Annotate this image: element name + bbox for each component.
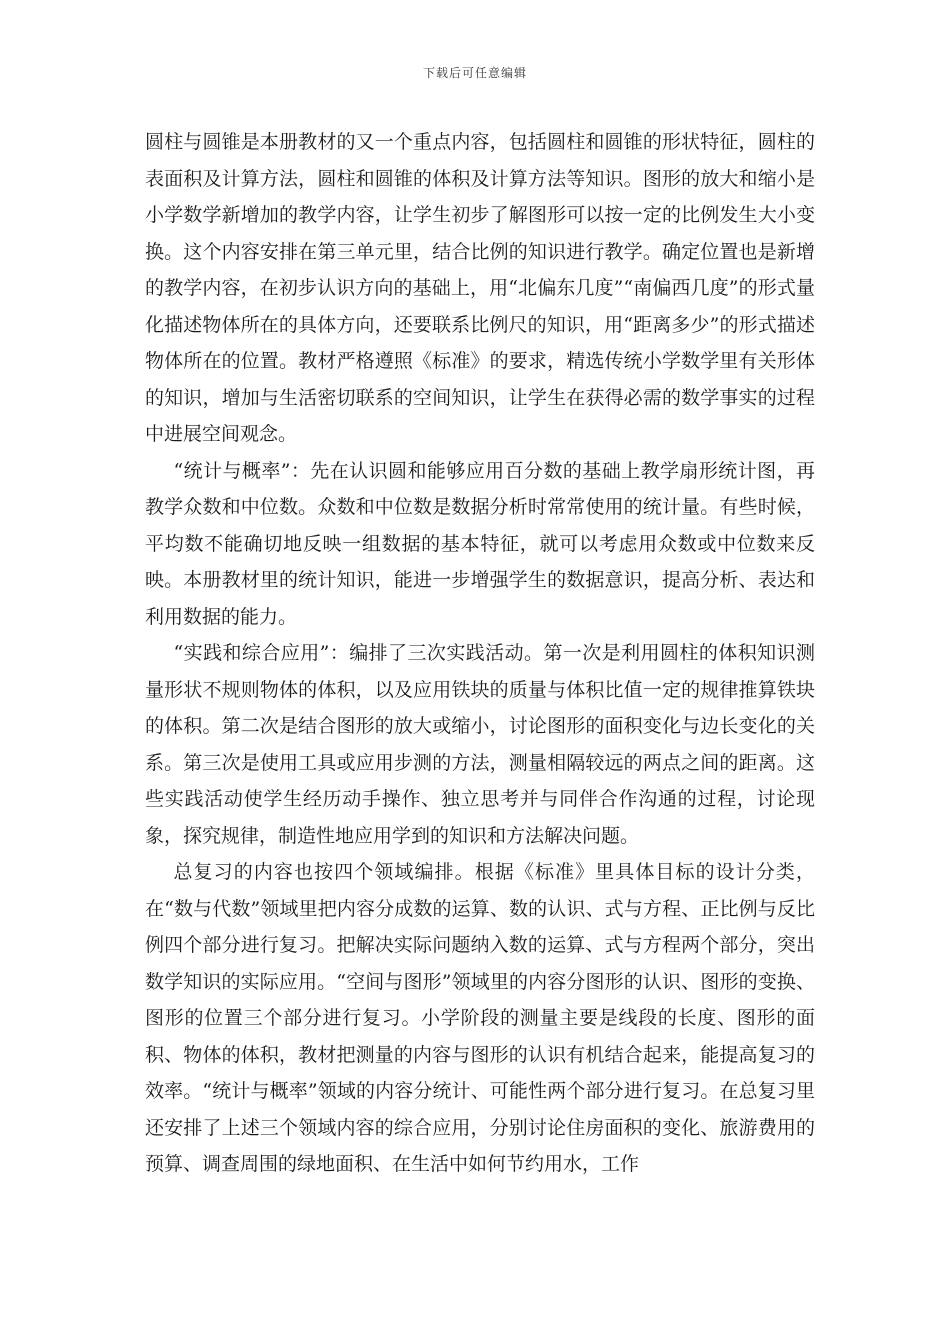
paragraph-practice: “实践和综合应用”：编排了三次实践活动。第一次是利用圆柱的体积知识测量形状不规则物体的体积，以及应用铁块的质量与体积比值一定的规律推算铁块的体积。第二次是结合图形的放大或缩小，讨论图形的面积变化与边长变化的关系。第三次是使用工具或应用步测的方法，测量相隔较远的两点之间的距离。这些实践活动使学生经历动手操作、独立思考并与同伴合作沟通的过程，讨论现象，探究规律，制造性地应用学到的知识和方法解决问题。 [145,642,815,847]
page-header: 下载后可任意编辑 [422,66,527,80]
document-body [145,124,815,1183]
paragraph-review: 总复习的内容也按四个领域编排。根据《标准》里具体目标的设计分类，在“数与代数”领域里把内容分成数的运算、数的认识、式与方程、正比例与反比例四个部分进行复习。把解决实际问题纳入数的运算、式与方程两个部分，突出数学知识的实际应用。“空间与图形”领域里的内容分图形的认识、图形的变换、图形的位置三个部分进行复习。小学阶段的测量主要是线段的长度、图形的面积、物体的体积，教材把测量的内容与图形的认识有机结合起来，能提高复习的效率。“统计与概率”领域的内容分统计、可能性两个部分进行复习。在总复习里还安排了上述三个领域内容的综合应用，分别讨论住房面积的变化、旅游费用的预算、调查周围的绿地面积、在生活中如何节约用水，工作 [145,861,815,1175]
paragraph-geometry: 圆柱与圆锥是本册教材的又一个重点内容，包括圆柱和圆锥的形状特征，圆柱的表面积及计算方法，圆柱和圆锥的体积及计算方法等知识。图形的放大和缩小是小学数学新增加的教学内容，让学生初步了解图形可以按一定的比例发生大小变换。这个内容安排在第三单元里，结合比例的知识进行教学。确定位置也是新增的教学内容，在初步认识方向的基础上，用“北偏东几度”“南偏西几度”的形式量化描述物体所在的具体方向，还要联系比例尺的知识，用“距离多少”的形式描述物体所在的位置。教材严格遵照《标准》的要求，精选传统小学数学里有关形体的知识，增加与生活密切联系的空间知识，让学生在获得必需的数学事实的过程中进展空间观念。 [145,131,815,445]
paragraph-statistics: “统计与概率”：先在认识圆和能够应用百分数的基础上教学扇形统计图，再教学众数和中位数。众数和中位数是数据分析时常常使用的统计量。有些时候，平均数不能确切地反映一组数据的基本特征，就可以考虑用众数或中位数来反映。本册教材里的统计知识，能进一步增强学生的数据意识，提高分析、表达和利用数据的能力。 [145,459,815,628]
